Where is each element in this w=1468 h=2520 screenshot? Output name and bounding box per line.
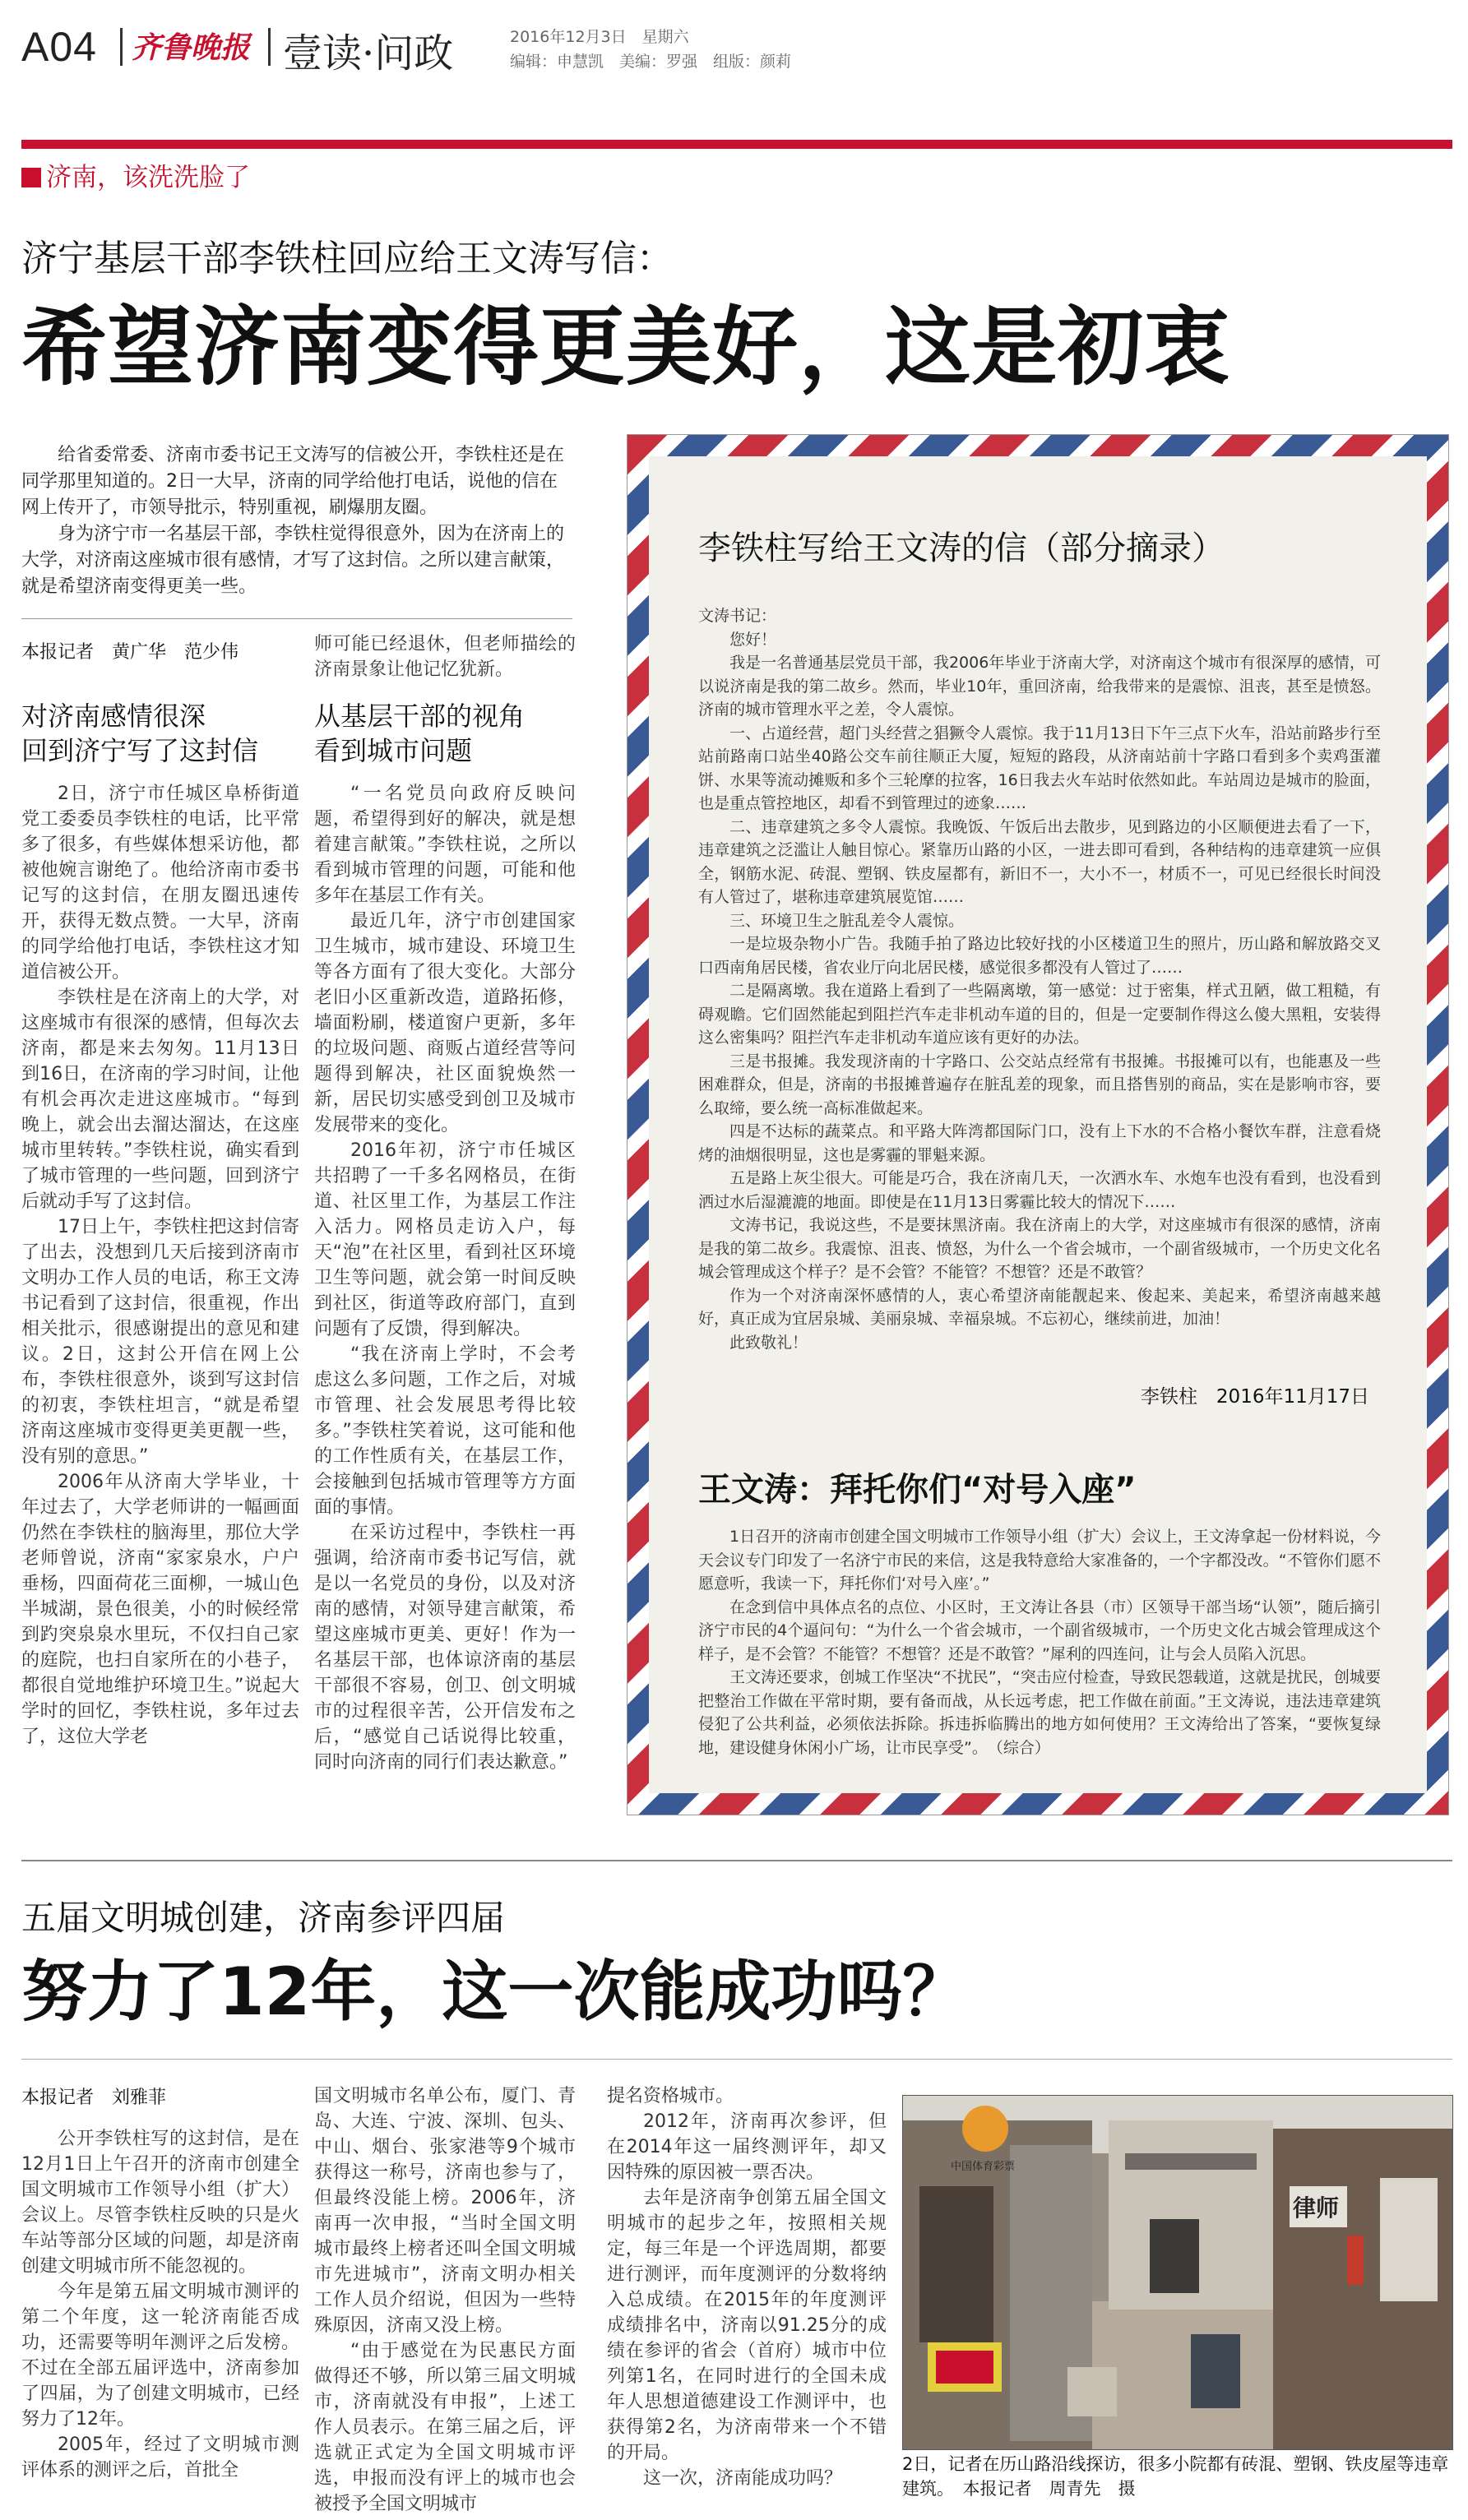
staff-credits: 编辑：申慧凯 美编：罗强 组版：颜莉: [510, 53, 792, 71]
lottery-sign: 中国体育彩票: [951, 2161, 1016, 2173]
letter-paper: [649, 456, 1427, 1793]
letter-paragraph: 二是隔离墩。我在道路上看到了一些隔离墩，第一感觉：过于密集，样式丑陋，做工粗糙，有碍观瞻。它们固然能起到阻拦汽车走非机动车道的目的，但是一定要制作得这么傻大黑粗，安装得这么密集吗？阻拦汽车走非机动车道应该有更好的办法。: [698, 982, 1381, 1047]
article-separator: [21, 1860, 1452, 1861]
column-heading: [21, 699, 258, 768]
wang-paragraph: 在念到信中具体点名的点位、小区时，王文涛让各县（市）区领导干部当场“认领”，随后摘引济宁市民的4个逼问句：“为什么一个省会城市，一个副省级城市，一个历史文化古城会管理成这个样子，是不会管？不能管？不想管？还是不敢管？”犀利的四连问，让与会人员陷入沉思。: [698, 1598, 1381, 1663]
wang-paragraph: 王文涛还要求，创城工作坚决“不扰民”，“突击应付检查，导致民怨载道，这就是扰民，创城要把整治工作做在平常时期，要有备而战，从长远考虑，把工作做在前面。”王文涛说，违法违章建筑侵犯了公共利益，必须依法拆除。拆违拆临腾出的地方如何使用？王文涛给出了答案，“要恢复绿地，建设健身休闲小广场，让市民享受”。 （综合）: [698, 1668, 1381, 1757]
newspaper-logo: 齐鲁晚报: [132, 30, 251, 65]
letter-paragraph: 四是不达标的蔬菜点。和平路大阵湾都国际门口，没有上下水的不合格小餐饮车群，注意看烧烤的油烟很明显，这也是雾霾的罪魁来源。: [698, 1122, 1381, 1164]
alley-photo-illustration: [903, 2096, 1452, 2449]
letter-body: [698, 604, 1381, 1394]
letter-paragraph: 一、占道经营，超门头经营之猖獗令人震惊。我于11月13日下午三点下火车，沿站前路步行至站前路南口站坐40路公交车前往顺正大厦，短短的路段，从济南站前十字路口看到多个卖鸡蛋灌饼、水果等流动摊贩和多个三轮摩的拉客，16日我去火车站时依然如此。车站周边是城市的脸面，也是重点管控地区，却看不到管理过的迹象……: [698, 724, 1381, 812]
article-separator: [21, 2059, 1452, 2060]
lead-text: 身为济宁市一名基层干部，李铁柱觉得很意外，因为在济南上的大学，对济南这座城市很有感情，才写了这封信。之所以建言献策，就是希望济南变得更美一些。: [21, 524, 565, 597]
body-paragraph: “一名党员向政府反映问题，希望得到好的解决，就是想着建言献策。”李铁柱说，之所以看到城市管理的问题，可能和他多年在基层工作有关。: [314, 784, 576, 906]
masthead-divider: [120, 28, 123, 66]
article-column: [21, 781, 299, 1805]
body-paragraph: 去年是济南争创第五届全国文明城市的起步之年，按照相关规定，每三年是一个评选周期，都要进行测评，而年度测评的分数将纳入总成绩。在2015年的年度测评成绩排名中，济南以91.25分的成绩在参评的省会（首府）城市中位列第1名，在同时进行的全国未成年人思想道德建设工作测评中，也获得第2名，为济南带来一个不错的开局。: [607, 2188, 887, 2463]
letter-paragraph: 我是一名普通基层党员干部，我2006年毕业于济南大学，对济南这个城市有很深厚的感情，可以说济南是我的第二故乡。然而，毕业10年，重回济南，给我带来的是震惊、沮丧，甚至是愤怒。济南的城市管理水平之差，令人震惊。: [698, 654, 1381, 719]
column-heading-line: 从基层干部的视角: [314, 701, 526, 732]
letter-signature: 李铁柱 2016年11月17日: [1140, 1386, 1369, 1408]
column-heading-line: 回到济宁写了这封信: [21, 735, 259, 766]
letter-title: 李铁柱写给王文涛的信（部分摘录）: [698, 529, 1225, 567]
letter-paragraph: 三、环境卫生之脏乱差令人震惊。: [729, 911, 965, 930]
body-paragraph: 2005年，经过了文明城市测评体系的测评之后，首批全: [21, 2434, 299, 2481]
letter-box: [627, 434, 1449, 1815]
article-column: [314, 781, 576, 1805]
body-paragraph: 这一次，济南能成功吗？: [643, 2468, 843, 2489]
body-paragraph: 2016年初，济宁市任城区共招聘了一千多名网格员，在街道、社区里工作，为基层工作注入活力。网格员走访入户，每天“泡”在社区里，看到社区环境卫生等问题，就会第一时间反映到社区，街道等政府部门，直到问题有了反馈，得到解决。: [314, 1140, 576, 1339]
letter-paragraph: 三是书报摊。我发现济南的十字路口、公交站点经常有书报摊。书报摊可以有，也能惠及一些困难群众，但是，济南的书报摊普遍存在脏乱差的现象，而且搭售别的商品，实在是影响市容，要么取缔，要么统一高标准做起来。: [698, 1052, 1381, 1117]
letter-salutation: 文涛书记：: [698, 607, 777, 625]
column-heading-line: 看到城市问题: [314, 735, 473, 766]
issue-date: 2016年12月3日 星期六: [510, 28, 689, 46]
body-paragraph: “由于感觉在为民惠民方面做得还不够，所以第三届文明城市，济南就没有申报”，上述工作人员表示。在第三届之后，评选就正式定为全国文明城市评选，申报而没有评上的城市也会被授予全国文明城市: [314, 2341, 576, 2514]
body-paragraph: 2日，济宁市任城区阜桥街道党工委委员李铁柱的电话，比平常多了很多，有些媒体想采访他，都被他婉言谢绝了。他给济南市委书记写的这封信，在朋友圈迅速传开，获得无数点赞。一大早，济南的同学给他打电话，李铁柱这才知道信被公开。: [21, 784, 299, 983]
lawyer-sign: 律师: [1293, 2194, 1340, 2222]
letter-paragraph: 此致敬礼！: [729, 1333, 808, 1352]
article-column-continued: [314, 631, 576, 684]
body-paragraph: 今年是第五届文明城市测评的第二个年度，这一轮济南能否成功，还需要等明年测评之后发榜。不过在全部五届评选中，济南参加了四届，为了创建文明城市，已经努力了12年。: [21, 2282, 299, 2430]
byline-2: 本报记者 刘雅菲: [21, 2088, 167, 2108]
letter-greeting: 您好！: [729, 630, 777, 649]
column-heading-line: 对济南感情很深: [21, 701, 206, 732]
letter-paragraph: 五是路上灰尘很大。可能是巧合，我在济南几天，一次洒水车、水炮车也没有看到，也没看到洒过水后湿漉漉的地面。即使是在11月13日雾霾比较大的情况下……: [698, 1169, 1381, 1211]
body-paragraph: 最近几年，济宁市创建国家卫生城市，城市建设、环境卫生等各方面有了很大变化。大部分老旧小区重新改造，道路拓修，墙面粉刷，楼道窗户更新，多年的垃圾问题、商贩占道经营等问题得到解决，社区面貌焕然一新，居民切实感受到创卫及城市发展带来的变化。: [314, 911, 576, 1135]
letter-paragraph: 一是垃圾杂物小广告。我随手拍了路边比较好找的小区楼道卫生的照片，历山路和解放路交叉口西南角居民楼，省农业厅向北居民楼，感觉很多都没有人管过了……: [698, 935, 1381, 977]
page-number: A04: [21, 24, 97, 70]
body-paragraph: 2012年，济南再次参评，但在2014年这一届终测评年，却又因特殊的原因被一票否决。: [607, 2111, 887, 2183]
masthead-divider: [268, 28, 271, 66]
wang-paragraph: 1日召开的济南市创建全国文明城市工作领导小组（扩大）会议上，王文涛拿起一份材料说，今天会议专门印发了一名济宁市民的来信，这是我特意给大家准备的，一个字都没改。“不管你们愿不愿意听，我读一下，拜托你们‘对号入座’。”: [698, 1528, 1381, 1593]
lead-paragraph: [21, 442, 572, 600]
subheadline: 济宁基层干部李铁柱回应给王文涛写信：: [21, 238, 673, 280]
body-paragraph: 公开李铁柱写的这封信，是在12月1日上午召开的济南市创建全国文明城市工作领导小组（扩大）会议上。尽管李铁柱反映的只是火车站等部分区域的问题，却是济南创建文明城市所不能忽视的。: [21, 2129, 299, 2277]
wang-subtitle: 王文涛：拜托你们“对号入座”: [698, 1471, 1137, 1509]
body-paragraph: 提名资格城市。: [607, 2086, 734, 2106]
letter-paragraph: 文涛书记，我说这些，不是要抹黑济南。我在济南上的大学，对这座城市有很深的感情，济南是我的第二故乡。我震惊、沮丧、愤怒，为什么一个省会城市，一个副省级城市，一个历史文化名城会管理成这个样子？是不会管？不能管？不想管？还是不敢管？: [698, 1216, 1381, 1281]
column-heading: [314, 699, 525, 768]
body-paragraph: 师可能已经退休，但老师描绘的济南景象让他记忆犹新。: [314, 634, 576, 680]
subheadline-2: 五届文明城创建，济南参评四届: [21, 1898, 506, 1938]
section-title: 壹读·问政: [283, 30, 454, 76]
body-paragraph: “我在济南上学时，不会考虑这么多问题，工作之后，对城市管理、社会发展思考得比较多。”李铁柱笑着说，这可能和他的工作性质有关，在基层工作，会接触到包括城市管理等方方面面的事情。: [314, 1344, 576, 1518]
column-kicker: [21, 156, 250, 193]
body-paragraph: 在采访过程中，李铁柱一再强调，给济南市委书记写信，就是以一名党员的身份，以及对济南的感情，对领导建言献策，希望这座城市更美、更好！作为一名基层干部，也体谅济南的基层干部很不容易，创卫、创文明城市的过程很辛苦，公开信发布之后，“感觉自己话说得比较重，同时向济南的同行们表达歉意。”: [314, 1523, 576, 1773]
photo-caption: 2日，记者在历山路沿线探访，很多小院都有砖混、塑钢、铁皮屋等违章建筑。 本报记者 周青先 摄: [902, 2454, 1449, 2499]
letter-paragraph: 作为一个对济南深怀感情的人，衷心希望济南能靓起来、俊起来、美起来，希望济南越来越好，真正成为宜居泉城、美丽泉城、幸福泉城。不忘初心，继续前进，加油！: [698, 1286, 1381, 1328]
headline-2: 努力了12年，这一次能成功吗？: [21, 1954, 969, 2030]
news-photo: [902, 2095, 1453, 2450]
kicker-square-icon: [21, 168, 41, 187]
body-paragraph: 17日上午，李铁柱把这封信寄了出去，没想到几天后接到济南市文明办工作人员的电话，称王文涛书记看到了这封信，很重视，作出相关批示，很感谢提出的意见和建议。2日，这封公开信在网上公布，李铁柱很意外，谈到写这封信的初衷，李铁柱坦言，“就是希望济南这座城市变得更美更靓一些，没有别的意思。”: [21, 1217, 299, 1467]
headline: 希望济南变得更美好，这是初衷: [21, 297, 1231, 397]
lead-text: 给省委常委、济南市委书记王文涛写的信被公开，李铁柱还是在同学那里知道的。2日一大早，济南的同学给他打电话，说他的信在网上传开了，市领导批示，特别重视，刷爆朋友圈。: [21, 445, 565, 518]
article2-column-1: [21, 2126, 299, 2496]
body-paragraph: 2006年从济南大学毕业，十年过去了，大学老师讲的一幅画面仍然在李铁柱的脑海里，那位大学老师曾说，济南“家家泉水，户户垂杨，四面荷花三面柳，一城山色半城湖，景色很美，小的时候经常到趵突泉泉水里玩，不仅扫自己家的庭院，也扫自家所在的小巷子，都很自觉地维护环境卫生。”说起大学时的回忆，李铁柱说，多年过去了，这位大学老: [21, 1472, 299, 1747]
article2-column-3: [607, 2083, 887, 2495]
article2-column-2: [314, 2083, 576, 2514]
letter-paragraph: 二、违章建筑之多令人震惊。我晚饭、午饭后出去散步，见到路边的小区顺便进去看了一下，违章建筑之泛滥让人触目惊心。紧靠历山路的小区，一进去即可看到，各种结构的违章建筑一应俱全，钢筋水泥、砖混、塑钢、铁皮屋都有，新旧不一，大小不一，材质不一，可见已经很长时间没有人管过了，堪称违章建筑展览馆……: [698, 817, 1381, 906]
byline: 本报记者 黄广华 范少伟: [21, 642, 239, 663]
body-paragraph: 国文明城市名单公布，厦门、青岛、大连、宁波、深圳、包头、中山、烟台、张家港等9个城市获得这一称号，济南也参与了，但最终没能上榜。2006年，济南再一次申报，“当时全国文明城市最终上榜者还叫全国文明城市先进城市”，济南文明办相关工作人员介绍说，但因为一些特殊原因，济南又没上榜。: [314, 2086, 576, 2336]
section-rule: [21, 140, 1452, 149]
kicker-text: 济南，该洗洗脸了: [46, 163, 250, 192]
body-paragraph: 李铁柱是在济南上的大学，对这座城市有很深的感情，但每次去济南，都是来去匆匆。11月13日到16日，在济南的学习时间，让他有机会再次走进这座城市。“每到晚上，就会出去溜达溜达，在这座城市里转转。”李铁柱说，确实看到了城市管理的一些问题，回到济宁后就动手写了这封信。: [21, 987, 299, 1212]
lead-rule: [21, 618, 572, 619]
wang-body: [698, 1525, 1381, 1780]
